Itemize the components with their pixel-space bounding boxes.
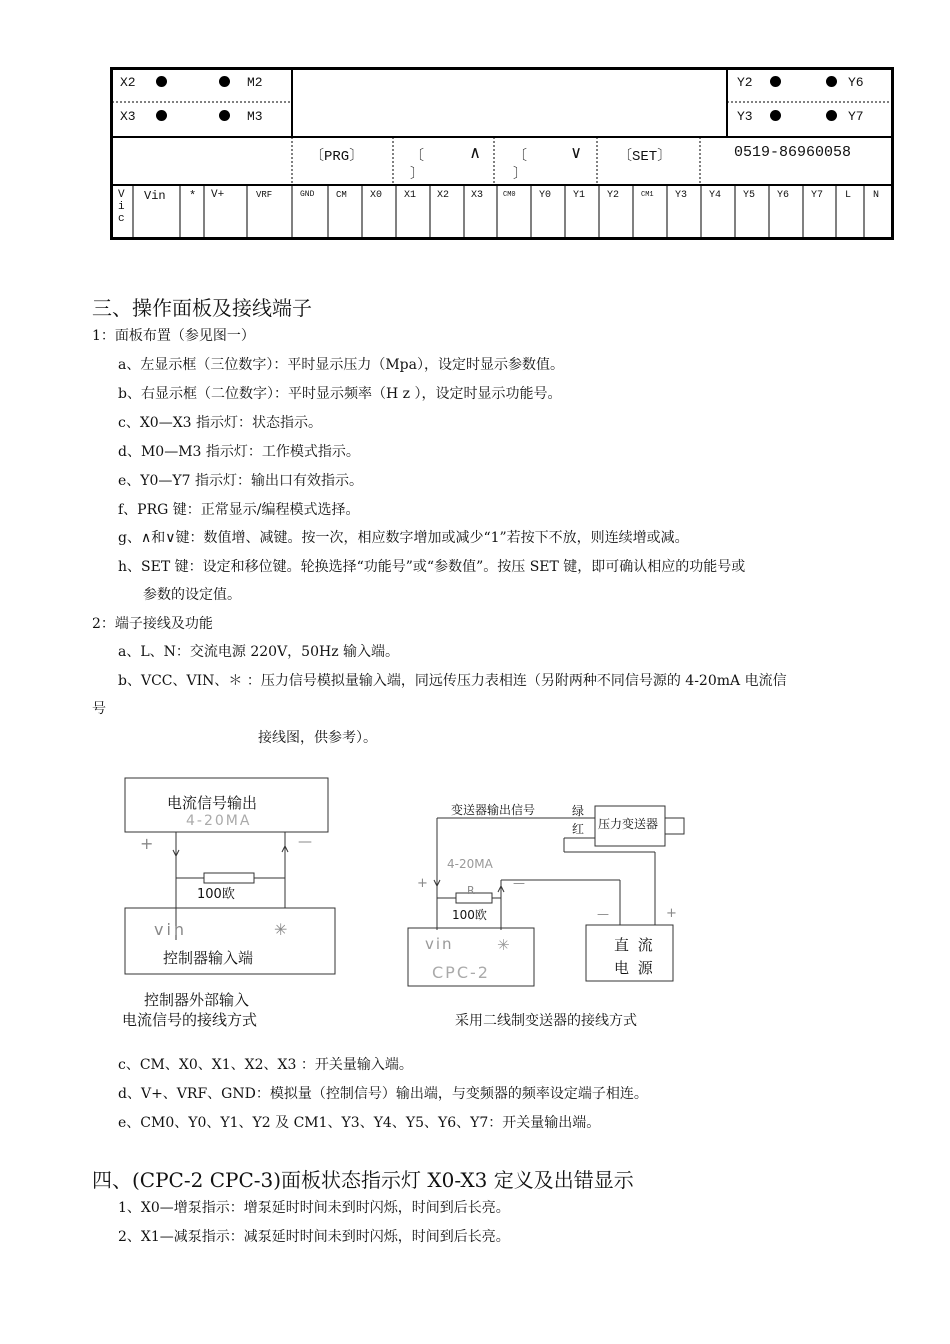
indicator-x0: 1、X0—增泵指示：增泵延时时间未到时闪烁，时间到后长亮。 <box>118 1200 510 1216</box>
led-label-y6: Y6 <box>848 75 864 90</box>
led-y2 <box>770 76 781 87</box>
pressure-transmitter-label: 压力变送器 <box>598 817 659 831</box>
section3-sub1: 1：面板布置（参见图一） <box>92 328 255 344</box>
panel-item-d: d、M0—M3 指示灯：工作模式指示。 <box>118 444 360 460</box>
panel-item-h-cont: 参数的设定值。 <box>143 587 241 603</box>
phone-number: 0519-86960058 <box>734 144 852 161</box>
terminal-y3: Y3 <box>675 190 688 201</box>
led-label-x3: X3 <box>120 109 136 124</box>
down-key-open[interactable]: 〔 <box>513 149 527 165</box>
led-y6 <box>826 76 837 87</box>
panel-item-f: f、PRG 键：正常显示/编程模式选择。 <box>118 502 360 518</box>
terminal-item-a: a、L、N：交流电源 220V，50Hz 输入端。 <box>118 644 400 660</box>
left-plus-sign: + <box>140 834 154 853</box>
terminal-cm1: CM1 <box>641 191 654 199</box>
terminal-cm0: CM0 <box>503 191 516 199</box>
terminal-vic: V i c <box>118 189 125 225</box>
terminal-cm: CM <box>336 190 347 200</box>
left-caption-line1: 控制器外部输入 <box>144 991 250 1009</box>
led-y3 <box>770 110 781 121</box>
terminal-y2: Y2 <box>607 190 620 201</box>
section4-title: 四、(CPC-2 CPC-3)面板状态指示灯 X0-X3 定义及出错显示 <box>92 1168 634 1192</box>
led-label-m3: M3 <box>247 109 263 124</box>
terminal-y0: Y0 <box>539 190 552 201</box>
terminal-item-b-cont2: 接线图，供参考）。 <box>258 730 377 746</box>
terminal-item-c: c、CM、X0、X1、X2、X3 ：开关量输入端。 <box>118 1057 413 1073</box>
panel-diagram <box>110 67 894 240</box>
terminal-x2: X2 <box>437 190 450 201</box>
left-resistor-label: 100欧 <box>197 887 235 902</box>
up-key-open[interactable]: 〔 <box>410 149 424 165</box>
led-m3 <box>219 110 230 121</box>
up-key-close[interactable]: 〕 <box>410 167 424 183</box>
led-x2 <box>156 76 167 87</box>
terminal-item-e: e、CM0、Y0、Y1、Y2 及 CM1、Y3、Y4、Y5、Y6、Y7：开关量输出端。 <box>118 1115 601 1131</box>
right-star-icon: ✳ <box>497 936 510 954</box>
left-caption-line2: 电流信号的接线方式 <box>122 1011 258 1029</box>
terminal-y5: Y5 <box>743 190 756 201</box>
terminal-y7: Y7 <box>811 190 824 201</box>
terminal-vin: Vin <box>144 189 166 203</box>
terminal-y6: Y6 <box>777 190 790 201</box>
terminal-gnd: GND <box>300 190 315 199</box>
green-wire-label: 绿 <box>572 804 585 818</box>
led-label-m2: M2 <box>247 75 263 90</box>
terminal-l: L <box>845 190 852 201</box>
right-minus-sign: — <box>513 876 525 890</box>
panel-item-a: a、左显示框（三位数字）：平时显示压力（Mpa），设定时显示参数值。 <box>118 357 564 373</box>
controller-input-label: 控制器输入端 <box>163 949 254 967</box>
terminal-y1: Y1 <box>573 190 586 201</box>
left-vin-label: vin <box>154 920 188 939</box>
transmitter-signal-label: 变送器输出信号 <box>451 803 536 817</box>
section3-title: 三、操作面板及接线端子 <box>92 296 312 320</box>
terminal-x0: X0 <box>370 190 383 201</box>
led-label-y3: Y3 <box>737 109 753 124</box>
led-label-y7: Y7 <box>848 109 864 124</box>
terminal-y4: Y4 <box>709 190 722 201</box>
terminal-star: * <box>189 189 197 203</box>
cpc-model-label: CPC-2 <box>432 963 490 982</box>
right-caption: 采用二线制变送器的接线方式 <box>455 1013 637 1029</box>
current-output-range: 4-20MA <box>186 813 252 829</box>
red-wire-label: 红 <box>572 822 585 836</box>
terminal-n: N <box>873 190 880 201</box>
down-key[interactable]: ∨ <box>571 145 582 164</box>
right-current-range: 4-20MA <box>447 857 493 871</box>
dc-power-line2: 电 源 <box>614 959 655 977</box>
terminal-x1: X1 <box>404 190 417 201</box>
panel-item-c: c、X0—X3 指示灯：状态指示。 <box>118 415 323 431</box>
panel-item-e: e、Y0—Y7 指示灯：输出口有效指示。 <box>118 473 364 489</box>
terminal-item-b: b、VCC、VIN、＊ ：压力信号模拟量输入端，同远传压力表相连（另附两种不同信号源的 4-20mA 电流信 <box>118 673 787 689</box>
right-resistor-label: 100欧 <box>452 908 487 922</box>
terminal-x3: X3 <box>471 190 484 201</box>
down-key-close[interactable]: 〕 <box>513 167 527 183</box>
panel-item-h: h、SET 键：设定和移位键。轮换选择“功能号”或“参数值”。按压 SET 键，即可确认相应的功能号或 <box>118 559 746 575</box>
right-plus-sign: + <box>417 876 428 891</box>
current-output-title: 电流信号输出 <box>167 794 258 812</box>
left-star-icon: ✳ <box>274 920 288 939</box>
dc-power-line1: 直 流 <box>614 936 655 954</box>
terminal-item-b-cont: 号 <box>92 701 106 717</box>
set-key[interactable]: 〔SET〕 <box>618 149 672 165</box>
right-vin-label: vin <box>425 935 454 953</box>
terminal-vrf: VRF <box>256 190 273 200</box>
dc-plus-sign: + <box>666 906 677 921</box>
panel-item-b: b、右显示框（二位数字）：平时显示频率（H z ），设定时显示功能号。 <box>118 386 562 402</box>
terminal-vplus: V+ <box>211 189 225 201</box>
left-minus-sign: — <box>298 834 312 850</box>
panel-item-g: g、∧和∨键：数值增、减键。按一次，相应数字增加或减少“1”若按下不放，则连续增或减。 <box>118 530 689 546</box>
resistor-r-label: R <box>467 884 475 897</box>
led-label-x2: X2 <box>120 75 136 90</box>
terminal-item-d: d、V+、VRF、GND：模拟量（控制信号）输出端，与变频器的频率设定端子相连。 <box>118 1086 648 1102</box>
section3-sub2: 2：端子接线及功能 <box>92 616 213 632</box>
led-y7 <box>826 110 837 121</box>
dc-minus-sign: — <box>597 907 609 921</box>
led-label-y2: Y2 <box>737 75 753 90</box>
prg-key[interactable]: 〔PRG〕 <box>310 149 364 165</box>
up-key[interactable]: ∧ <box>470 145 481 164</box>
led-m2 <box>219 76 230 87</box>
indicator-x1: 2、X1—减泵指示：减泵延时时间未到时闪烁，时间到后长亮。 <box>118 1229 510 1245</box>
led-x3 <box>156 110 167 121</box>
